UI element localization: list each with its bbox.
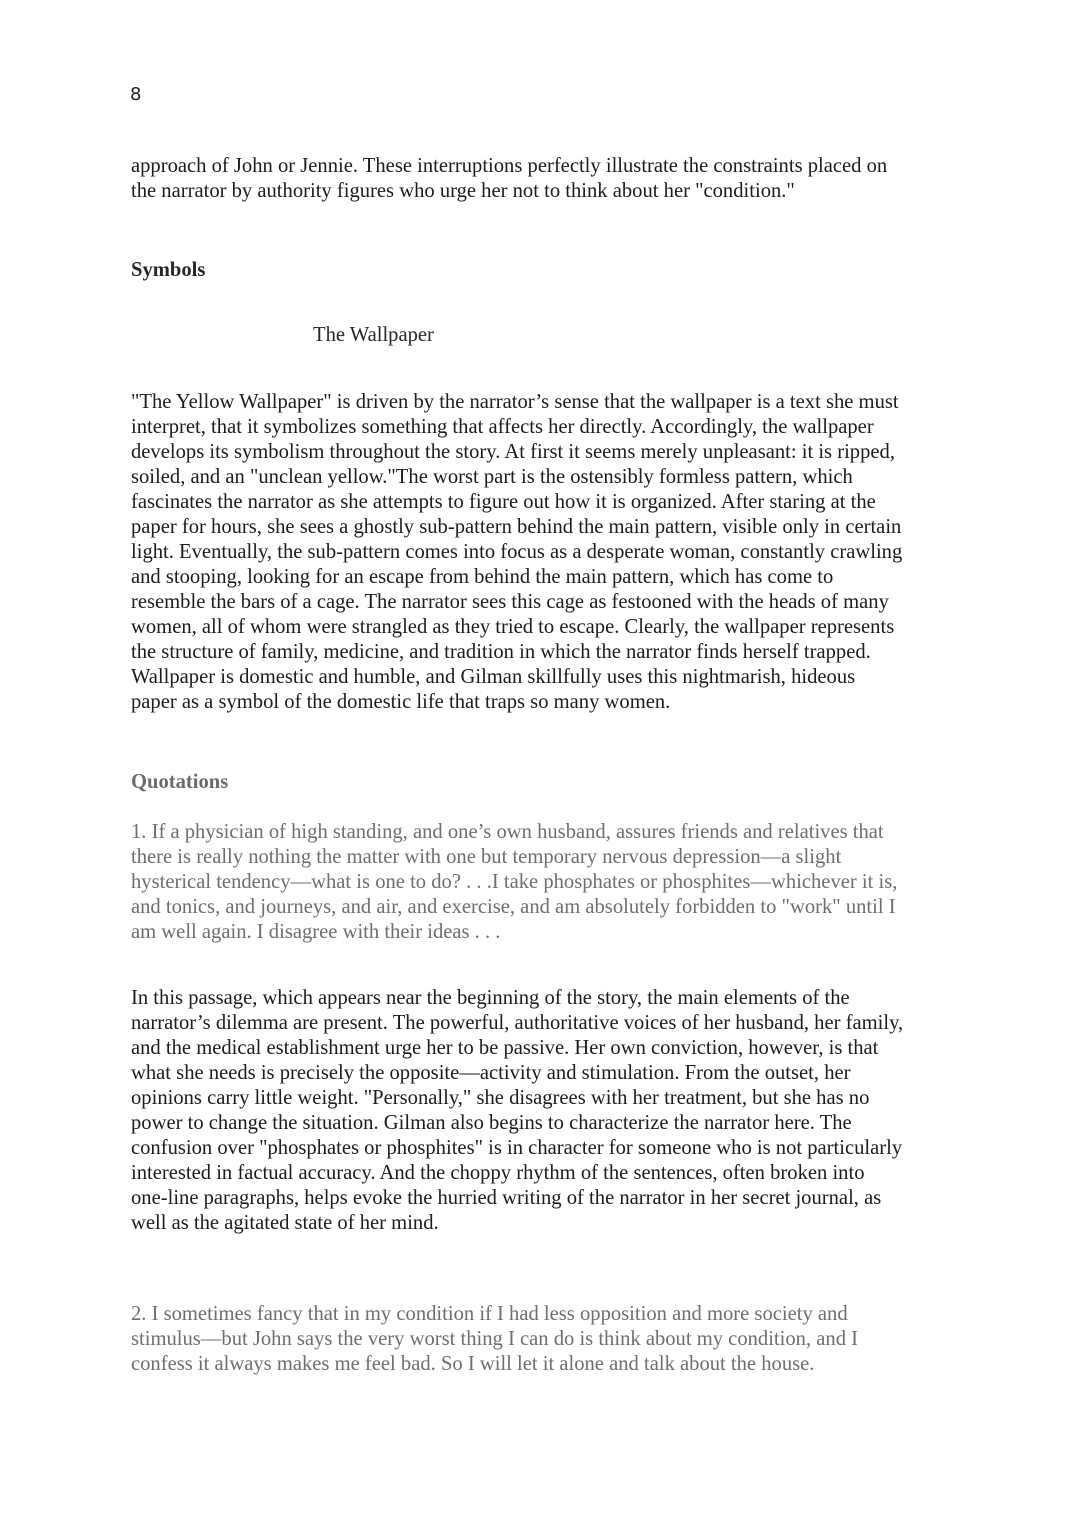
text-line: one-line paragraphs, helps evoke the hurried writing of the narrator in her secret journal, as [131, 1187, 882, 1209]
text-line: soiled, and an "unclean yellow."The worst part is the ostensibly formless pattern, which [131, 466, 853, 488]
text-line: interested in factual accuracy. And the choppy rhythm of the sentences, often broken into [131, 1162, 865, 1184]
wallpaper-subheading: The Wallpaper [313, 324, 434, 346]
text-line: confusion over "phosphates or phosphites" is in character for someone who is not particularly [131, 1137, 903, 1159]
quote-1-analysis [131, 986, 966, 1236]
text-line: and the medical establishment urge her to be passive. Her own conviction, however, is that [131, 1037, 879, 1059]
text-line: stimulus—but John says the very worst thing I can do is think about my condition, and I [131, 1328, 859, 1350]
text-line: and stooping, looking for an escape from behind the main pattern, which has come to [131, 566, 834, 588]
page-number: 8 [130, 84, 142, 105]
text-line: paper for hours, she sees a ghostly sub-pattern behind the main pattern, visible only in certain [131, 516, 902, 538]
text-line: well as the agitated state of her mind. [131, 1212, 439, 1234]
text-line: opinions carry little weight. "Personally," she disagrees with her treatment, but she has no [131, 1087, 870, 1109]
text-line: develops its symbolism throughout the story. At first it seems merely unpleasant: it is ripped, [131, 441, 895, 463]
text-line: approach of John or Jennie. These interruptions perfectly illustrate the constraints placed on [131, 155, 888, 177]
text-line: resemble the bars of a cage. The narrator sees this cage as festooned with the heads of many [131, 591, 889, 613]
text-line: light. Eventually, the sub-pattern comes into focus as a desperate woman, constantly crawling [131, 541, 903, 563]
text-line: there is really nothing the matter with one but temporary nervous depression—a slight [131, 846, 842, 868]
text-line: am well again. I disagree with their ideas . . . [131, 921, 501, 943]
intro-paragraph [131, 154, 966, 204]
text-line: fascinates the narrator as she attempts to figure out how it is organized. After staring at the [131, 491, 876, 513]
text-line: In this passage, which appears near the beginning of the story, the main elements of the [131, 987, 850, 1009]
quote-2 [131, 1302, 966, 1377]
text-line: the narrator by authority figures who urge her not to think about her "condition." [131, 180, 795, 202]
text-line: hysterical tendency—what is one to do? . . .I take phosphates or phosphites—whichever it is, [131, 871, 898, 893]
wallpaper-paragraph [131, 390, 966, 715]
text-line: power to change the situation. Gilman also begins to characterize the narrator here. The [131, 1112, 852, 1134]
text-line: women, all of whom were strangled as they tried to escape. Clearly, the wallpaper represents [131, 616, 895, 638]
text-line: and tonics, and journeys, and air, and exercise, and am absolutely forbidden to "work" until I [131, 896, 896, 918]
text-line: interpret, that it symbolizes something that affects her directly. Accordingly, the wallpaper [131, 416, 874, 438]
quote-1 [131, 820, 966, 945]
symbols-heading: Symbols [131, 259, 206, 281]
quotations-heading: Quotations [131, 771, 229, 793]
text-line: confess it always makes me feel bad. So I will let it alone and talk about the house. [131, 1353, 815, 1375]
text-line: narrator’s dilemma are present. The powerful, authoritative voices of her husband, her family, [131, 1012, 904, 1034]
text-line: "The Yellow Wallpaper" is driven by the narrator’s sense that the wallpaper is a text she must [131, 391, 899, 413]
text-line: paper as a symbol of the domestic life that traps so many women. [131, 691, 671, 713]
text-line: what she needs is precisely the opposite—activity and stimulation. From the outset, her [131, 1062, 851, 1084]
text-line: 2. I sometimes fancy that in my condition if I had less opposition and more society and [131, 1303, 848, 1325]
text-line: Wallpaper is domestic and humble, and Gilman skillfully uses this nightmarish, hideous [131, 666, 856, 688]
text-line: 1. If a physician of high standing, and one’s own husband, assures friends and relatives that [131, 821, 884, 843]
text-line: the structure of family, medicine, and tradition in which the narrator finds herself trapped. [131, 641, 871, 663]
